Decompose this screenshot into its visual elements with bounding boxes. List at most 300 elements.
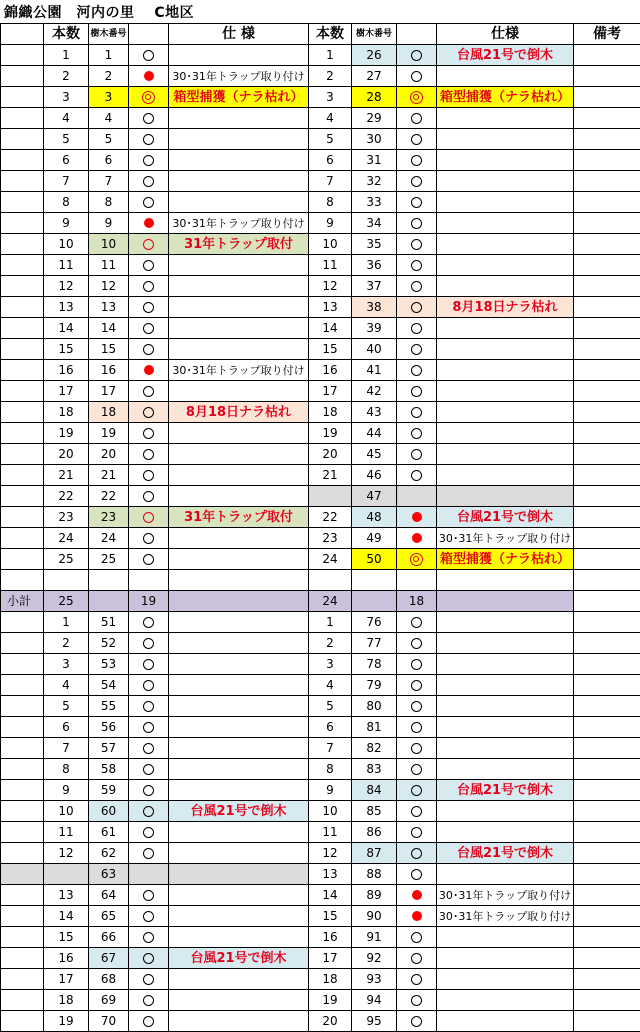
table-row	[1, 171, 640, 192]
row-spacer-cell	[1, 528, 44, 549]
row-spacer-cell	[1, 927, 44, 948]
left-mark-cell	[129, 801, 169, 822]
left-mark-cell	[129, 969, 169, 990]
right-mark-cell	[397, 654, 437, 675]
left-tree-number-cell: 7	[89, 171, 129, 192]
left-tree-number-cell: 15	[89, 339, 129, 360]
left-mark-cell	[129, 66, 169, 87]
table-row	[1, 927, 640, 948]
right-spec-cell	[437, 360, 574, 381]
left-count-cell: 6	[44, 150, 89, 171]
table-row	[1, 948, 640, 969]
right-spec-cell	[437, 612, 574, 633]
circle-mark-icon	[411, 806, 422, 817]
right-tree-number-cell: 86	[352, 822, 397, 843]
remarks-cell	[574, 234, 640, 255]
row-spacer-cell	[1, 864, 44, 885]
left-tree-number-cell: 53	[89, 654, 129, 675]
left-mark-cell	[129, 87, 169, 108]
right-tree-number-cell: 78	[352, 654, 397, 675]
right-count-cell: 14	[309, 885, 352, 906]
remarks-cell	[574, 654, 640, 675]
subtotal-right-spec	[437, 591, 574, 612]
left-count-cell: 9	[44, 213, 89, 234]
right-count-cell: 6	[309, 150, 352, 171]
remarks-cell	[574, 423, 640, 444]
right-spec-cell: 箱型捕獲（ナラ枯れ）	[437, 549, 574, 570]
subtotal-right-count: 24	[309, 591, 352, 612]
circle-mark-icon	[411, 365, 422, 376]
circle-mark-icon	[143, 722, 154, 733]
left-tree-number-cell: 16	[89, 360, 129, 381]
double-circle-icon	[410, 553, 423, 566]
row-spacer-cell	[1, 1011, 44, 1032]
right-spec-cell	[437, 822, 574, 843]
circle-mark-icon	[411, 344, 422, 355]
row-spacer-cell	[1, 402, 44, 423]
double-circle-icon	[410, 91, 423, 104]
circle-mark-icon	[411, 848, 422, 859]
right-spec-cell	[437, 717, 574, 738]
right-tree-number-cell: 36	[352, 255, 397, 276]
remarks-cell	[574, 213, 640, 234]
left-tree-number-cell: 21	[89, 465, 129, 486]
right-count-cell: 7	[309, 171, 352, 192]
table-row	[1, 150, 640, 171]
right-count-cell: 12	[309, 276, 352, 297]
left-mark-cell	[129, 654, 169, 675]
left-tree-number-cell: 23	[89, 507, 129, 528]
right-spec-cell	[437, 318, 574, 339]
left-tree-number-cell: 11	[89, 255, 129, 276]
right-mark-cell	[397, 150, 437, 171]
right-tree-number-cell: 79	[352, 675, 397, 696]
left-count-cell: 4	[44, 675, 89, 696]
table-row	[1, 381, 640, 402]
right-tree-number-cell: 91	[352, 927, 397, 948]
left-spec-cell	[169, 444, 309, 465]
left-spec-cell	[169, 759, 309, 780]
row-spacer-cell	[1, 150, 44, 171]
left-tree-number-cell: 60	[89, 801, 129, 822]
circle-mark-icon	[411, 176, 422, 187]
right-spec-cell	[437, 696, 574, 717]
circle-mark-icon	[411, 701, 422, 712]
empty-cell	[397, 570, 437, 591]
remarks-cell	[574, 549, 640, 570]
left-tree-number-cell: 51	[89, 612, 129, 633]
circle-mark-icon	[143, 806, 154, 817]
remarks-cell	[574, 297, 640, 318]
left-mark-cell	[129, 108, 169, 129]
subtotal-left-count: 25	[44, 591, 89, 612]
left-mark-cell	[129, 612, 169, 633]
left-count-cell: 17	[44, 969, 89, 990]
right-spec-cell	[437, 990, 574, 1011]
circle-mark-icon	[411, 785, 422, 796]
left-spec-cell	[169, 276, 309, 297]
table-row	[1, 276, 640, 297]
left-mark-cell	[129, 843, 169, 864]
left-spec-cell	[169, 717, 309, 738]
right-tree-number-cell: 94	[352, 990, 397, 1011]
right-count-cell: 7	[309, 738, 352, 759]
left-tree-number-cell: 69	[89, 990, 129, 1011]
left-count-cell: 22	[44, 486, 89, 507]
right-spec-cell: 30･31年トラップ取り付け	[437, 528, 574, 549]
row-spacer-cell	[1, 360, 44, 381]
right-mark-cell	[397, 192, 437, 213]
left-count-cell: 3	[44, 87, 89, 108]
left-mark-cell	[129, 780, 169, 801]
table-row	[1, 192, 640, 213]
left-tree-number-cell: 62	[89, 843, 129, 864]
left-spec-cell	[169, 381, 309, 402]
circle-mark-icon	[411, 449, 422, 460]
row-spacer-cell	[1, 843, 44, 864]
left-tree-number-cell: 4	[89, 108, 129, 129]
circle-mark-icon	[411, 386, 422, 397]
right-spec-cell	[437, 129, 574, 150]
right-tree-number-cell: 45	[352, 444, 397, 465]
right-tree-number-cell: 26	[352, 45, 397, 66]
remarks-cell	[574, 780, 640, 801]
right-count-cell: 1	[309, 45, 352, 66]
right-mark-cell	[397, 927, 437, 948]
left-count-cell: 6	[44, 717, 89, 738]
left-count-cell: 10	[44, 801, 89, 822]
row-spacer-cell	[1, 717, 44, 738]
left-tree-number-cell: 1	[89, 45, 129, 66]
table-row	[1, 297, 640, 318]
right-mark-cell	[397, 297, 437, 318]
row-spacer-cell	[1, 738, 44, 759]
left-count-cell: 13	[44, 297, 89, 318]
right-count-cell: 8	[309, 192, 352, 213]
left-count-cell: 5	[44, 696, 89, 717]
left-spec-cell	[169, 423, 309, 444]
remarks-cell	[574, 948, 640, 969]
row-spacer-cell	[1, 171, 44, 192]
right-mark-cell	[397, 507, 437, 528]
table-row	[1, 675, 640, 696]
left-mark-cell	[129, 192, 169, 213]
left-mark-cell	[129, 906, 169, 927]
row-spacer-cell	[1, 318, 44, 339]
right-mark-cell	[397, 129, 437, 150]
left-mark-cell	[129, 360, 169, 381]
table-row	[1, 318, 640, 339]
circle-mark-icon	[143, 659, 154, 670]
right-tree-number-cell: 50	[352, 549, 397, 570]
right-tree-number-cell: 47	[352, 486, 397, 507]
left-count-cell: 4	[44, 108, 89, 129]
header-count: 本数	[44, 24, 89, 45]
left-count-cell: 7	[44, 171, 89, 192]
left-spec-cell	[169, 108, 309, 129]
table-row	[1, 66, 640, 87]
header-row	[1, 24, 640, 45]
right-count-cell: 23	[309, 528, 352, 549]
left-tree-number-cell: 20	[89, 444, 129, 465]
right-mark-cell	[397, 822, 437, 843]
table-row	[1, 402, 640, 423]
remarks-cell	[574, 465, 640, 486]
left-mark-cell	[129, 423, 169, 444]
left-spec-cell	[169, 612, 309, 633]
left-mark-cell	[129, 738, 169, 759]
left-mark-cell	[129, 1011, 169, 1032]
remarks-cell	[574, 150, 640, 171]
left-mark-cell	[129, 129, 169, 150]
header-mark-2	[397, 24, 437, 45]
right-spec-cell: 箱型捕獲（ナラ枯れ）	[437, 87, 574, 108]
row-spacer-cell	[1, 759, 44, 780]
left-count-cell: 8	[44, 759, 89, 780]
left-mark-cell	[129, 486, 169, 507]
right-count-cell: 9	[309, 213, 352, 234]
circle-mark-icon	[143, 197, 154, 208]
right-spec-cell	[437, 255, 574, 276]
row-spacer-cell	[1, 801, 44, 822]
left-mark-cell	[129, 276, 169, 297]
right-tree-number-cell: 92	[352, 948, 397, 969]
row-spacer-cell	[1, 654, 44, 675]
right-count-cell: 18	[309, 402, 352, 423]
circle-mark-icon	[411, 71, 422, 82]
row-spacer-cell	[1, 696, 44, 717]
table-row	[1, 255, 640, 276]
left-count-cell: 20	[44, 444, 89, 465]
left-count-cell: 11	[44, 255, 89, 276]
left-tree-number-cell: 19	[89, 423, 129, 444]
right-count-cell: 1	[309, 612, 352, 633]
right-count-cell: 6	[309, 717, 352, 738]
right-count-cell: 5	[309, 129, 352, 150]
remarks-cell	[574, 696, 640, 717]
left-tree-number-cell: 70	[89, 1011, 129, 1032]
right-mark-cell	[397, 759, 437, 780]
left-mark-cell	[129, 927, 169, 948]
left-spec-cell	[169, 339, 309, 360]
right-mark-cell	[397, 444, 437, 465]
remarks-cell	[574, 906, 640, 927]
remarks-cell	[574, 717, 640, 738]
left-count-cell: 16	[44, 360, 89, 381]
table-row	[1, 780, 640, 801]
right-spec-cell	[437, 1011, 574, 1032]
circle-mark-icon	[143, 386, 154, 397]
table-row	[1, 423, 640, 444]
left-count-cell: 19	[44, 423, 89, 444]
circle-mark-icon	[411, 323, 422, 334]
right-mark-cell	[397, 66, 437, 87]
remarks-cell	[574, 528, 640, 549]
circle-mark-icon	[411, 617, 422, 628]
left-mark-cell	[129, 171, 169, 192]
header-spec: 仕 様	[169, 24, 309, 45]
right-mark-cell	[397, 402, 437, 423]
left-spec-cell: 箱型捕獲（ナラ枯れ）	[169, 87, 309, 108]
table-row	[1, 129, 640, 150]
left-spec-cell	[169, 633, 309, 654]
table-row	[1, 528, 640, 549]
right-tree-number-cell: 31	[352, 150, 397, 171]
subtotal-remarks	[574, 591, 640, 612]
left-spec-cell	[169, 45, 309, 66]
table-row	[1, 738, 640, 759]
circle-mark-icon	[411, 953, 422, 964]
right-count-cell: 11	[309, 255, 352, 276]
right-mark-cell	[397, 213, 437, 234]
left-tree-number-cell: 58	[89, 759, 129, 780]
circle-mark-icon	[143, 134, 154, 145]
left-mark-cell	[129, 759, 169, 780]
remarks-cell	[574, 486, 640, 507]
left-tree-number-cell: 63	[89, 864, 129, 885]
right-count-cell: 13	[309, 297, 352, 318]
subtotal-left-spec	[169, 591, 309, 612]
blank-row	[1, 570, 640, 591]
remarks-cell	[574, 633, 640, 654]
header-remarks: 備考	[574, 24, 640, 45]
remarks-cell	[574, 255, 640, 276]
left-mark-cell	[129, 822, 169, 843]
left-mark-cell	[129, 255, 169, 276]
left-spec-cell	[169, 486, 309, 507]
left-count-cell: 24	[44, 528, 89, 549]
remarks-cell	[574, 759, 640, 780]
right-spec-cell	[437, 738, 574, 759]
remarks-cell	[574, 339, 640, 360]
left-spec-cell	[169, 927, 309, 948]
circle-mark-icon	[143, 428, 154, 439]
left-tree-number-cell: 57	[89, 738, 129, 759]
right-tree-number-cell: 49	[352, 528, 397, 549]
right-count-cell: 10	[309, 801, 352, 822]
left-count-cell: 5	[44, 129, 89, 150]
row-spacer-cell	[1, 675, 44, 696]
table-row	[1, 549, 640, 570]
circle-mark-icon	[143, 1016, 154, 1027]
right-count-cell: 2	[309, 66, 352, 87]
table-row	[1, 990, 640, 1011]
circle-mark-icon	[411, 50, 422, 61]
right-tree-number-cell: 90	[352, 906, 397, 927]
right-tree-number-cell: 33	[352, 192, 397, 213]
left-spec-cell	[169, 255, 309, 276]
left-count-cell: 18	[44, 402, 89, 423]
circle-mark-icon	[411, 659, 422, 670]
left-mark-cell	[129, 465, 169, 486]
left-spec-cell	[169, 843, 309, 864]
left-count-cell: 11	[44, 822, 89, 843]
right-count-cell: 12	[309, 843, 352, 864]
table-row	[1, 213, 640, 234]
table-row	[1, 633, 640, 654]
page-title: 錦織公園 河内の里 C地区	[4, 2, 194, 22]
row-spacer-cell	[1, 444, 44, 465]
circle-mark-icon	[411, 974, 422, 985]
left-spec-cell	[169, 297, 309, 318]
table-row	[1, 360, 640, 381]
red-circle-mark-icon	[143, 512, 154, 523]
right-spec-cell	[437, 486, 574, 507]
right-mark-cell	[397, 549, 437, 570]
circle-mark-icon	[411, 869, 422, 880]
row-spacer-cell	[1, 129, 44, 150]
circle-mark-icon	[411, 428, 422, 439]
header-mark	[129, 24, 169, 45]
left-count-cell: 1	[44, 45, 89, 66]
right-spec-cell: 台風21号で倒木	[437, 45, 574, 66]
left-tree-number-cell: 24	[89, 528, 129, 549]
table-row	[1, 969, 640, 990]
right-tree-number-cell: 30	[352, 129, 397, 150]
left-count-cell: 8	[44, 192, 89, 213]
left-tree-number-cell: 6	[89, 150, 129, 171]
right-spec-cell: 台風21号で倒木	[437, 843, 574, 864]
header-tree-number: 樹木番号	[89, 24, 129, 45]
left-mark-cell	[129, 675, 169, 696]
left-tree-number-cell: 3	[89, 87, 129, 108]
remarks-cell	[574, 1011, 640, 1032]
right-spec-cell	[437, 654, 574, 675]
left-tree-number-cell: 2	[89, 66, 129, 87]
table-row	[1, 45, 640, 66]
right-tree-number-cell: 83	[352, 759, 397, 780]
right-mark-cell	[397, 276, 437, 297]
right-count-cell: 21	[309, 465, 352, 486]
left-spec-cell	[169, 675, 309, 696]
circle-mark-icon	[143, 638, 154, 649]
row-spacer-cell	[1, 255, 44, 276]
red-dot-icon	[412, 512, 422, 522]
row-spacer-cell	[1, 969, 44, 990]
left-tree-number-cell: 18	[89, 402, 129, 423]
circle-mark-icon	[143, 449, 154, 460]
table-body	[1, 45, 640, 1032]
left-count-cell: 19	[44, 1011, 89, 1032]
right-tree-number-cell: 34	[352, 213, 397, 234]
right-tree-number-cell: 93	[352, 969, 397, 990]
right-count-cell: 24	[309, 549, 352, 570]
left-count-cell: 1	[44, 612, 89, 633]
right-count-cell: 18	[309, 969, 352, 990]
right-count-cell: 3	[309, 654, 352, 675]
circle-mark-icon	[143, 281, 154, 292]
circle-mark-icon	[143, 554, 154, 565]
table-row	[1, 87, 640, 108]
remarks-cell	[574, 822, 640, 843]
circle-mark-icon	[143, 113, 154, 124]
left-count-cell: 25	[44, 549, 89, 570]
left-spec-cell	[169, 129, 309, 150]
subtotal-row	[1, 591, 640, 612]
red-dot-icon	[144, 71, 154, 81]
table-row	[1, 1011, 640, 1032]
empty-cell	[309, 570, 352, 591]
header-spec-2: 仕様	[437, 24, 574, 45]
left-mark-cell	[129, 339, 169, 360]
right-count-cell: 11	[309, 822, 352, 843]
right-count-cell: 4	[309, 108, 352, 129]
remarks-cell	[574, 864, 640, 885]
right-tree-number-cell: 81	[352, 717, 397, 738]
red-dot-icon	[144, 365, 154, 375]
remarks-cell	[574, 444, 640, 465]
remarks-cell	[574, 927, 640, 948]
